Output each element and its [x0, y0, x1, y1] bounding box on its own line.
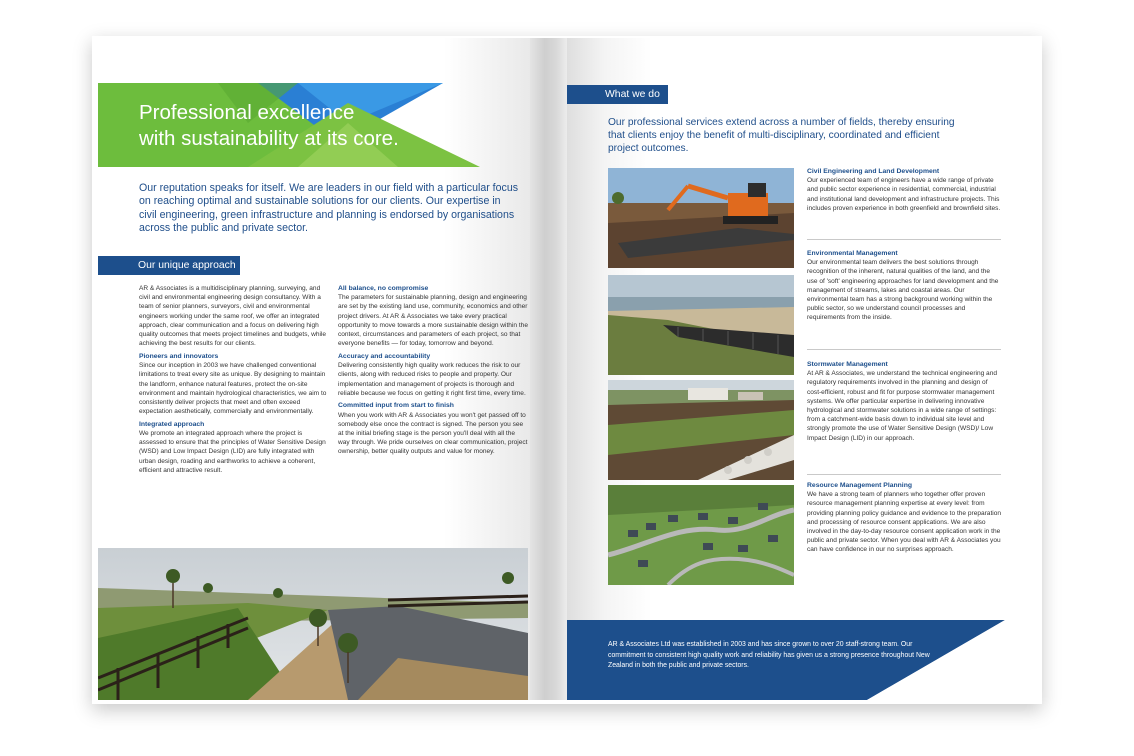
footer-text: AR & Associates Ltd was established in 2003 and has since grown to over 20 staff-strong team. Our commitment to consistent high quality work and reliability has given us a strong presence throughout New Zealand in both the public and private sectors.	[608, 641, 930, 669]
coastal-works-photo	[608, 275, 794, 375]
road-fence-photo	[98, 548, 528, 700]
subheading: Pioneers and innovators	[139, 352, 219, 360]
paragraph: When you work with AR & Associates you won't get passed off to somebody else once the contract is signed. The person you see at the initial briefing stage is the person you'll deal with all the way through. We pride ourselves on clear communication, project ownership, better quality outputs and value for money.	[338, 411, 528, 456]
service-title: Stormwater Management	[807, 361, 888, 368]
divider	[807, 474, 1001, 475]
paragraph: AR & Associates is a multidisciplinary planning, surveying, and civil and environmental engineering design consultancy. With a team of senior planners, surveyors, civil and environmental engineers working under the same roof, we offer an integrated approach, clear communication and a focus on delivering high quality outcomes that meets project timelines and budgets, while achieving the best results for our clients.	[139, 285, 327, 348]
paragraph: Delivering consistently high quality work reduces the risk to our clients, along with reduced risks to people and property. Our implementation and management of projects is thorough and reliable because we focus on getting it right first time, every time.	[338, 362, 526, 397]
hero-title: Professional excellence with sustainability at its core.	[139, 101, 399, 150]
page-gutter	[530, 38, 567, 700]
service-text: Our experienced team of engineers have a wide range of private and public sector experience in residential, commercial, industrial and institutional land development and infrastructure projects. This includes proven experience in both greenfield and brownfield sites.	[807, 177, 1001, 212]
service-title: Resource Management Planning	[807, 482, 912, 489]
service-environmental-management	[807, 249, 1001, 323]
service-title: Environmental Management	[807, 250, 898, 257]
left-column-2	[338, 284, 528, 460]
subheading: Accuracy and accountability	[338, 352, 431, 360]
paragraph: The parameters for sustainable planning, design and engineering are set by the existing land use, community, economics and other project drivers. At AR & Associates we take every practical opportunity to move towards a more sustainable design within the context, circumstances and parameters of each project, so that everyone benefits — for today, tomorrow and beyond.	[338, 294, 528, 348]
paragraph: We promote an integrated approach where the project is assessed to ensure that the principles of Water Sensitive Design (WSD) and Low Impact Design (LID) are fully integrated with urban design, roading and earthworks to achieve a coherent, efficient and attractive result.	[139, 430, 326, 474]
left-intro: Our reputation speaks for itself. We are leaders in our field with a particular focus on reaching optimal and sustainable solutions for our clients. Our expertise in civil engineering, green infrastructure and planning is endorsed by organisations across the public and private sector.	[139, 182, 519, 235]
service-text: Our environmental team delivers the best solutions through recognition of the inherent, natural qualities of the land, and the use of 'soft' engineering approaches for land development and the management of streams, lakes and coastal areas. Our environmental team has a strong background working within the public sector, so we understand council processes and requirements from the inside.	[807, 259, 999, 322]
subdivision-render-photo	[608, 485, 794, 585]
service-stormwater-management	[807, 360, 1001, 443]
stormwater-swale-photo	[608, 380, 794, 480]
subheading: Committed input from start to finish	[338, 402, 454, 410]
service-resource-management	[807, 481, 1001, 555]
service-text: We have a strong team of planners who together offer proven resource management planning expertise at every level: from providing planning policy guidance and evidence to the preparation and processing of resource consent applications. We are also involved in the day-to-day resource consent application work in the public and private sector. When you deal with AR & Associates you can have confidence in our no surprises approach.	[807, 491, 1001, 554]
service-civil-engineering	[807, 167, 1001, 213]
divider	[807, 349, 1001, 350]
subheading: All balance, no compromise	[338, 285, 429, 292]
excavator-photo	[608, 168, 794, 268]
divider	[807, 239, 1001, 240]
service-title: Civil Engineering and Land Development	[807, 168, 940, 175]
subheading: Integrated approach	[139, 420, 205, 428]
paragraph: Since our inception in 2003 we have challenged conventional limitations to treat every site as unique. By designing to maintain the landform, enhance natural features, protect the on-site environment and maintain hydrological characteristics, we aim to consistently deliver projects that meet and often exceed expectation aesthetically, commercially and environmentally.	[139, 362, 327, 416]
right-page	[567, 38, 1037, 700]
left-page	[98, 38, 530, 700]
service-text: At AR & Associates, we understand the technical engineering and regulatory requirements involved in the planning and design of cost-efficient, robust and fit for purpose stormwater management systems. We offer particular expertise in delivering innovative hydrological and stormwater solutions in a wide range of settings: from a catchment-wide basis down to individual site level and strongly promote the use of Water Sensitive Design (WSD)/ Low Impact Design (LID) in our approach.	[807, 370, 997, 442]
section-title-unique-approach: Our unique approach	[98, 256, 240, 275]
left-column-1	[139, 284, 329, 479]
right-intro: Our professional services extend across a number of fields, thereby ensuring that clients enjoy the benefit of multi-disciplinary, coordinated and efficient project outcomes.	[608, 117, 955, 155]
section-title-what-we-do: What we do	[567, 85, 668, 104]
